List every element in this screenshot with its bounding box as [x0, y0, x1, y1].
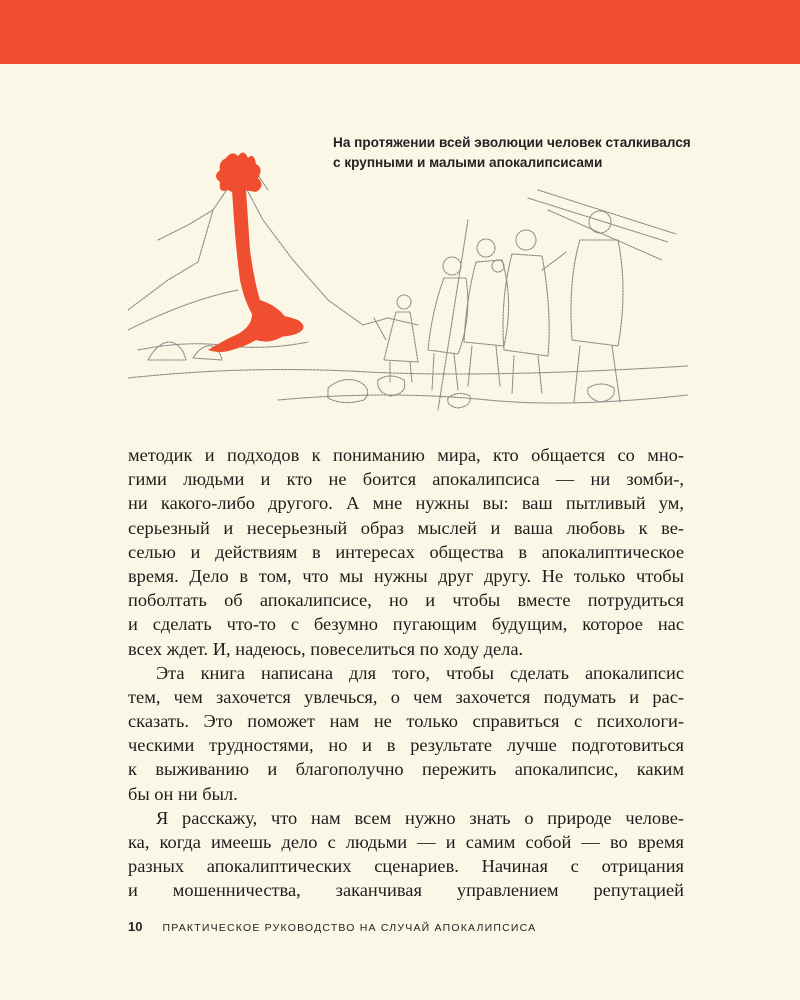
hills-line [128, 188, 418, 325]
figure-woman [503, 230, 566, 394]
body-text [128, 443, 684, 903]
figure-small [374, 295, 418, 382]
body-line: разных апокалиптических сценариев. Начиная с отрицания [128, 856, 684, 877]
body-line: ческими трудностями, но и в результате лучше подготовиться [128, 735, 684, 756]
body-line: и сделать что-то с безумно пугающим будущим, которое нас [128, 614, 684, 635]
body-line: всех ждет. И, надеюсь, повеселиться по ходу дела. [128, 638, 524, 659]
rock [378, 376, 405, 396]
body-line: время. Дело в том, что мы нужны друг другу. Не только чтобы [128, 565, 684, 586]
body-line: ни какого-либо другого. А мне нужны вы: ваш пытливый ум, [128, 493, 684, 514]
volcano-and-people-illustration [128, 150, 688, 425]
figure-carrier [464, 239, 509, 386]
ground-line [128, 366, 688, 378]
running-title: ПРАКТИЧЕСКОЕ РУКОВОДСТВО НА СЛУЧАЙ АПОКАЛИПСИСА [162, 922, 537, 934]
body-line: гими людьми и кто не боится апокалипсиса — ни зомби-, [128, 469, 684, 490]
body-line: Эта книга написана для того, чтобы сделать апокалипсис [156, 662, 684, 683]
page-number: 10 [128, 919, 143, 934]
caption-line-1: На протяжении всей эволюции человек сталкивался [333, 135, 691, 150]
body-line: к выживанию и благополучно пережить апокалипсис, каким [128, 759, 684, 780]
body-line: сказать. Это поможет нам не только справиться с психологи- [128, 711, 684, 732]
body-line: бы он ни был. [128, 783, 238, 804]
body-line: поболтать об апокалипсисе, но и чтобы вместе потрудиться [128, 590, 684, 611]
body-line: тем, чем захочется увлечься, о чем захочется подумать и рас- [128, 686, 684, 707]
caption-line-2: с крупными и малыми апокалипсисами [333, 155, 603, 170]
page-footer [128, 919, 688, 934]
body-line: серьезный и несерьезный образ мыслей и ваша любовь к ве- [128, 517, 684, 538]
top-color-band [0, 0, 800, 64]
body-line: Я расскажу, что нам всем нужно знать о природе челове- [156, 807, 684, 828]
body-line: селью и действиям в интересах общества в апокалиптическое [128, 541, 684, 562]
body-line: и мошенничества, заканчивая управлением репутацией [128, 880, 684, 901]
rock [448, 393, 471, 408]
rock [328, 380, 368, 403]
body-line: методик и подходов к пониманию мира, кто общается со мно- [128, 445, 684, 465]
lava-plume [216, 152, 262, 193]
figure-spear [428, 220, 468, 410]
body-line: ка, когда имеешь дело с людьми — и самим собой — во время [128, 832, 684, 852]
rock [588, 384, 614, 402]
